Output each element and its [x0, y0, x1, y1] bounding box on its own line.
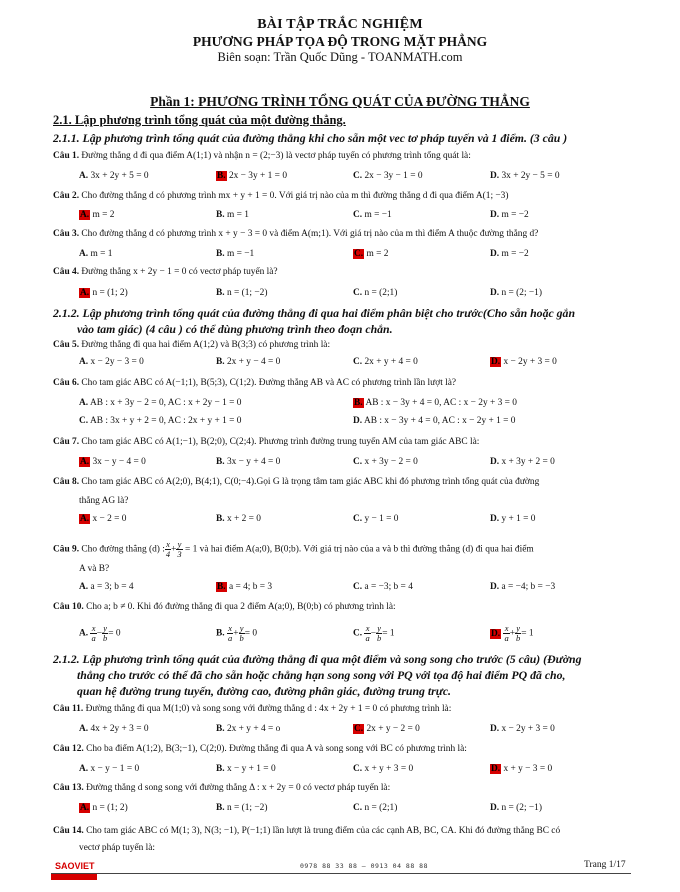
option-c[interactable]: C. a = −3; b = 4 [353, 582, 413, 592]
option-b[interactable]: B. m = −1 [216, 249, 255, 259]
option-a-correct[interactable]: A. 3x − y − 4 = 0 [80, 457, 146, 467]
footer-divider [51, 873, 631, 874]
option-c[interactable]: C. n = (2;1) [353, 288, 398, 298]
page-footer [0, 857, 680, 892]
question-13: Câu 13. Đường thẳng d song song với đường thẳng Δ : x + 2y = 0 có vectơ pháp tuyến là: [53, 783, 391, 793]
publisher-logo: SAOVIET [51, 861, 97, 879]
option-d[interactable]: D. n = (2; −1) [490, 803, 542, 813]
question-number: Câu 1. [53, 151, 80, 161]
option-c-correct[interactable]: C. 2x + y − 2 = 0 [354, 724, 420, 734]
options-row-7 [0, 455, 680, 469]
option-b-correct[interactable]: B. a = 4; b = 3 [217, 582, 273, 592]
question-5: Câu 5. Đường thẳng đi qua hai điểm A(1;2) và B(3;3) có phương trình là: [53, 340, 331, 350]
option-a[interactable]: A. 3x + 2y + 5 = 0 [79, 171, 149, 181]
option-b[interactable]: B. n = (1; −2) [216, 803, 268, 813]
option-c-correct[interactable]: C. m = 2 [354, 249, 389, 259]
option-b[interactable]: B. 2x + y + 4 = o [216, 724, 281, 734]
footer-phone: 0978 88 33 88 – 0913 04 88 88 [300, 862, 428, 870]
option-c[interactable]: C. y − 1 = 0 [353, 514, 399, 524]
option-b-correct[interactable]: B. AB : x − 3y + 4 = 0, AC : x − 2y + 3 = 0 [354, 398, 517, 408]
option-a[interactable]: A. x − y − 1 = 0 [79, 764, 140, 774]
option-c[interactable]: C. m = −1 [353, 210, 392, 220]
option-d-correct[interactable]: D. x − 2y + 3 = 0 [491, 357, 557, 367]
option-d[interactable]: D. m = −2 [490, 210, 529, 220]
option-c[interactable]: C. x + 3y − 2 = 0 [353, 457, 418, 467]
option-b[interactable]: B. x − y + 1 = 0 [216, 764, 276, 774]
option-b[interactable]: B. m = 1 [216, 210, 249, 220]
option-c[interactable]: C. 2x + y + 4 = 0 [353, 357, 418, 367]
question-14: Câu 14. Cho tam giác ABC có M(1; 3), N(3; −1), P(−1;1) lần lượt là trung điểm của các cạnh AB, BC, CA. Khi đó đường thẳng BC có [53, 826, 561, 836]
doc-title: BÀI TẬP TRẮC NGHIỆM [257, 17, 423, 32]
question-3: Câu 3. Cho đường thẳng d có phương trình x + y − 3 = 0 và điểm A(m;1). Với giá trị nào của m thì điểm A thuộc đường thẳng d? [53, 229, 539, 239]
options-row-12 [0, 762, 680, 776]
option-d[interactable]: D. a = −4; b = −3 [490, 582, 556, 592]
option-a-correct[interactable]: A. m = 2 [80, 210, 115, 220]
options-row-5 [0, 355, 680, 369]
option-d-correct[interactable]: D. x + y − 3 = 0 [491, 764, 553, 774]
option-a-correct[interactable]: A. n = (1; 2) [80, 288, 128, 298]
question-2: Câu 2. Cho đường thẳng d có phương trình mx + y + 1 = 0. Với giá trị nào của m thì đường thẳng d đi qua điểm A(1; −3) [53, 191, 509, 201]
options-row-10 [0, 624, 680, 644]
page-number: Trang 1/17 [584, 860, 626, 870]
part-title: Phần 1: PHƯƠNG TRÌNH TỔNG QUÁT CỦA ĐƯỜNG THẲNG [150, 94, 530, 109]
option-a-correct[interactable]: A. x − 2 = 0 [80, 514, 127, 524]
section-title: 2.1. Lập phương trình tổng quát của một đường thẳng. [53, 113, 346, 127]
option-a[interactable]: A. m = 1 [79, 249, 113, 259]
question-10: Câu 10. Cho a; b ≠ 0. Khi đó đường thẳng đi qua 2 điểm A(a;0), B(0;b) có phương trình là: [53, 602, 396, 612]
fraction: $\frac{y}{3}$ [177, 539, 182, 559]
option-c[interactable]: C. $\frac{x}{a}$ − $\frac{y}{b}$ = 1 [353, 623, 395, 643]
question-4: Câu 4. Đường thẳng x + 2y − 1 = 0 có vectơ pháp tuyến là? [53, 267, 278, 277]
subsection-2-1-2a: 2.1.2. Lập phương trình tổng quát của đường thẳng đi qua hai điểm phân biệt cho trước(Cho sẵn hoặc gắn vào tam giác) (4 câu ) có thể dùng phương trình theo đoạn chắn. [53, 306, 576, 336]
doc-author: Biên soạn: Trần Quốc Dũng - TOANMATH.com [217, 50, 463, 64]
options-row-6b [0, 414, 680, 428]
option-b[interactable]: B. x + 2 = 0 [216, 514, 261, 524]
option-c[interactable]: C. n = (2;1) [353, 803, 398, 813]
question-text: Đường thẳng d đi qua điểm A(1;1) và nhận n = (2;−3) là vectơ pháp tuyến có phương trình tổng quát là: [81, 151, 471, 161]
option-b[interactable]: B. 3x − y + 4 = 0 [216, 457, 281, 467]
options-row-1 [0, 169, 680, 183]
option-d[interactable]: D. y + 1 = 0 [490, 514, 536, 524]
option-d[interactable]: D. AB : x − 3y + 4 = 0, AC : x − 2y + 1 = 0 [353, 416, 516, 426]
question-8-cont: thẳng AG là? [79, 496, 129, 506]
question-8: Câu 8. Cho tam giác ABC có A(2;0), B(4;1), C(0;−4).Gọi G là trọng tâm tam giác ABC khi đó phương trình tổng quát của đường [53, 477, 540, 487]
options-row-3 [0, 247, 680, 261]
options-row-8 [0, 512, 680, 526]
question-11: Câu 11. Đường thẳng đi qua M(1;0) và song song với đường thẳng d : 4x + 2y + 1 = 0 có phương trình là: [53, 704, 452, 714]
option-a[interactable]: A. a = 3; b = 4 [79, 582, 134, 592]
options-row-9 [0, 580, 680, 594]
options-row-11 [0, 722, 680, 736]
option-c[interactable]: C. x + y + 3 = 0 [353, 764, 414, 774]
question-12: Câu 12. Cho ba điểm A(1;2), B(3;−1), C(2;0). Đường thẳng đi qua A và song song với BC có phương trình là: [53, 744, 467, 754]
option-b[interactable]: B. 2x + y − 4 = 0 [216, 357, 281, 367]
option-d[interactable]: D. n = (2; −1) [490, 288, 542, 298]
option-b[interactable]: B. $\frac{x}{a}$ + $\frac{y}{b}$ = 0 [216, 623, 258, 643]
question-1 [53, 150, 643, 162]
option-a[interactable]: A. x − 2y − 3 = 0 [79, 357, 144, 367]
fraction: $\frac{x}{4}$ [165, 539, 171, 559]
subsection-2-1-2b: 2.1.2. Lập phương trình tổng quát của đường thẳng đi qua một điểm và song song cho trước (5 câu) (Đường thẳng cho trước có thể đã cho sẵn hoặc chẳng hạn song song với PQ với tọa độ hai điểm PQ đã cho, quan hệ đường trung tuyến, đường cao, đường phân giác, đường trung trực. [53, 652, 582, 698]
option-d-correct[interactable]: D. $\frac{x}{a}$ + $\frac{y}{b}$ = 1 [491, 623, 534, 643]
option-c[interactable]: C. 2x − 3y − 1 = 0 [353, 171, 423, 181]
option-a[interactable]: A. 4x + 2y + 3 = 0 [79, 724, 149, 734]
option-b[interactable]: B. n = (1; −2) [216, 288, 268, 298]
option-d[interactable]: D. x + 3y + 2 = 0 [490, 457, 555, 467]
doc-subtitle: PHƯƠNG PHÁP TỌA ĐỘ TRONG MẶT PHẲNG [192, 34, 488, 49]
options-row-13 [0, 801, 680, 815]
options-row-6a [0, 396, 680, 410]
option-a[interactable]: A. AB : x + 3y − 2 = 0, AC : x + 2y − 1 = 0 [79, 398, 242, 408]
question-7: Câu 7. Cho tam giác ABC có A(1;−1), B(2;0), C(2;4). Phương trình đường trung tuyến AM của tam giác ABC là: [53, 437, 480, 447]
option-a-correct[interactable]: A. n = (1; 2) [80, 803, 128, 813]
question-9-cont: A và B? [79, 564, 110, 574]
question-6: Câu 6. Cho tam giác ABC có A(−1;1), B(5;3), C(1;2). Đường thẳng AB và AC có phương trình lần lượt là? [53, 378, 457, 388]
option-c[interactable]: C. AB : 3x + y + 2 = 0, AC : 2x + y + 1 = 0 [79, 416, 242, 426]
options-row-2 [0, 208, 680, 222]
options-row-4 [0, 286, 680, 300]
option-b-correct[interactable]: B. 2x − 3y + 1 = 0 [217, 171, 288, 181]
question-9: Câu 9. Cho đường thẳng (d) : $\frac{x}{4}$ + $\frac{y}{3}$ = 1 và hai điểm A(a;0), B(0;b). Với giá trị nào của a và b thì đường thẳng (d) đi qua hai điểm [53, 539, 534, 559]
option-a[interactable]: A. $\frac{x}{a}$ − $\frac{y}{b}$ = 0 [79, 623, 121, 643]
question-14-cont: vectơ pháp tuyến là: [79, 843, 156, 853]
option-d[interactable]: D. x − 2y + 3 = 0 [490, 724, 555, 734]
option-d[interactable]: D. m = −2 [490, 249, 529, 259]
subsection-2-1-1: 2.1.1. Lập phương trình tổng quát của đường thẳng khi cho sẵn một vec tơ pháp tuyến và 1 điểm. (3 câu ) [53, 131, 568, 145]
option-d[interactable]: D. 3x + 2y − 5 = 0 [490, 171, 560, 181]
